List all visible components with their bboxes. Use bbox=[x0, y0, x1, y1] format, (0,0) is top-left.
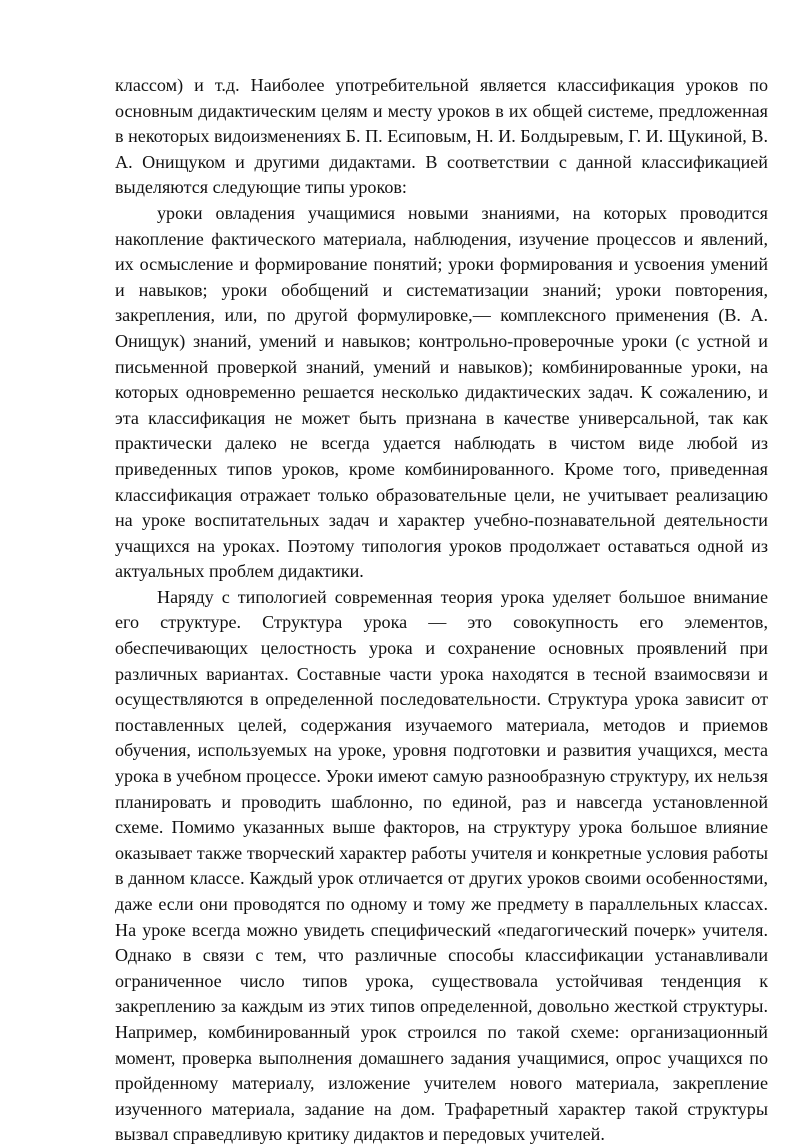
paragraph-lesson-classification: классом) и т.д. Наиболее употребительной является классификация уроков по основным дидактическим целям и месту уроков в их общей системе, предложенная в некоторых видоизменениях Б. П. Есиповым, Н. И. Болдыревым, Г. И. Щукиной, В. А. Онищуком и другими дидактами. В соответствии с данной классификацией выделяются следующие типы уроков: bbox=[115, 75, 768, 198]
paragraph-lesson-structure: Наряду с типологией современная теория урока уделяет большое внимание его структуре. Структура урока — это совокупность его элементов, обеспечивающих целостность урока и сохранение основных проявлений при различных вариантах. Составные части урока находятся в тесной взаимосвязи и осуществляются в определенной последовательности. Структура урока зависит от поставленных целей, содержания изучаемого материала, методов и приемов обучения, используемых на уроке, уровня подготовки и развития учащихся, места урока в учебном процессе. Уроки имеют самую разнообразную структуру, их нельзя планировать и проводить шаблонно, по единой, раз и навсегда установленной схеме. Помимо указанных выше факторов, на структуру урока большое влияние оказывает также творческий характер работы учителя и конкретные условия работы в данном классе. Каждый урок отличается от других уроков своими особенностями, даже если они проводятся по одному и тому же предмету в параллельных классах. На уроке всегда можно увидеть специфический «педагогический почерк» учителя. Однако в связи с тем, что различные способы классификации устанавливали ограниченное число типов урока, существовала устойчивая тенденция к закреплению за каждым из этих типов определенной, довольно жесткой структуры. Например, комбинированный урок строился по такой схеме: организационный момент, проверка выполнения домашнего задания учащимися, опрос учащихся по пройденному материалу, изложение учителем нового материала, закрепление изученного материала, задание на дом. Трафаретный характер такой структуры вызвал справедливую критику дидактов и передовых учителей. bbox=[115, 586, 768, 1145]
paragraph-lesson-types: уроки овладения учащимися новыми знаниями, на которых проводится накопление фактического материала, наблюдения, изучение процессов и явлений, их осмысление и формирование понятий; уроки формирования и усвоения умений и навыков; уроки обобщений и систематизации знаний; уроки повторения, закрепления, или, по другой формулировке,— комплексного применения (В. А. Онищук) знаний, умений и навыков; контрольно-проверочные уроки (с устной и письменной проверкой знаний, умений и навыков); комбинированные уроки, на которых одновременно решается несколько дидактических задач. К сожалению, и эта классификация не может быть признана в качестве универсальной, так как практически далеко не всегда удается наблюдать в чистом виде любой из приведенных типов уроков, кроме комбинированного. Кроме того, приведенная классификация отражает только образовательные цели, не учитывает реализацию на уроке воспитательных задач и характер учебно-познавательной деятельности учащихся на уроках. Поэтому типология уроков продолжает оставаться одной из актуальных проблем дидактики. bbox=[115, 202, 768, 582]
document-page bbox=[115, 73, 768, 1148]
